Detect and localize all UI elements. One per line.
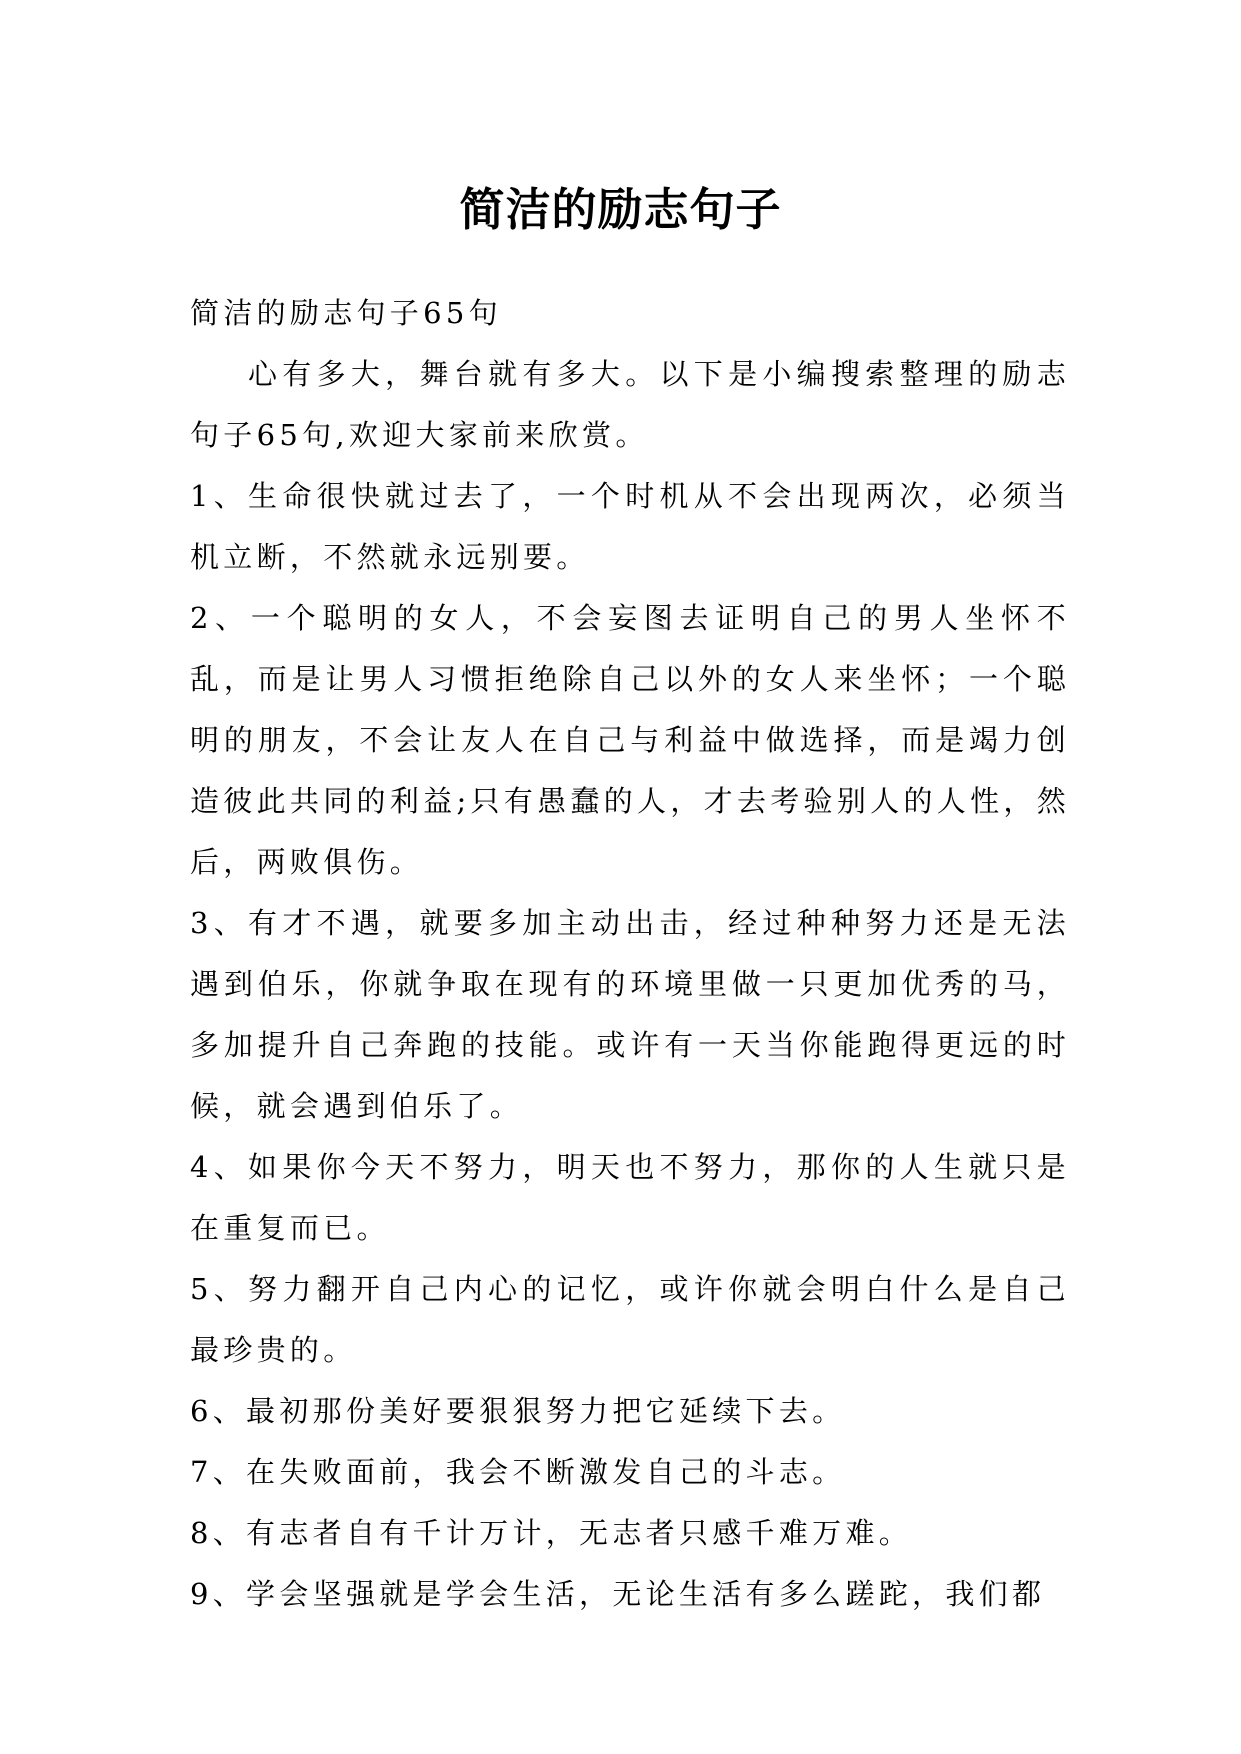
list-item: 5、努力翻开自己内心的记忆，或许你就会明白什么是自己最珍贵的。 — [190, 1272, 1070, 1367]
sentence-list — [190, 466, 1070, 1625]
intro-paragraph: 心有多大，舞台就有多大。以下是小编搜索整理的励志句子65句,欢迎大家前来欣赏。 — [190, 357, 1070, 452]
list-item: 9、学会坚强就是学会生活，无论生活有多么蹉跎，我们都 — [190, 1577, 1046, 1611]
page-title: 简洁的励志句子 — [459, 183, 782, 237]
list-item: 3、有才不遇，就要多加主动出击，经过种种努力还是无法遇到伯乐，你就争取在现有的环境里做一只更加优秀的马，多加提升自己奔跑的技能。或许有一天当你能跑得更远的时候，就会遇到伯乐了。 — [190, 906, 1070, 1123]
list-item: 1、生命很快就过去了，一个时机从不会出现两次，必须当机立断，不然就永远别要。 — [190, 479, 1070, 574]
list-item: 6、最初那份美好要狠狠努力把它延续下去。 — [190, 1394, 846, 1428]
list-item: 8、有志者自有千计万计，无志者只感千难万难。 — [190, 1516, 913, 1550]
list-item: 2、一个聪明的女人，不会妄图去证明自己的男人坐怀不乱，而是让男人习惯拒绝除自己以外的女人来坐怀；一个聪明的朋友，不会让友人在自己与利益中做选择，而是竭力创造彼此共同的利益;只有愚蠢的人，才去考验别人的人性，然后，两败俱伤。 — [190, 601, 1070, 879]
subtitle: 简洁的励志句子65句 — [190, 296, 502, 330]
list-item: 4、如果你今天不努力，明天也不努力，那你的人生就只是在重复而已。 — [190, 1150, 1070, 1245]
document-body — [190, 283, 1070, 1625]
list-item: 7、在失败面前，我会不断激发自己的斗志。 — [190, 1455, 846, 1489]
